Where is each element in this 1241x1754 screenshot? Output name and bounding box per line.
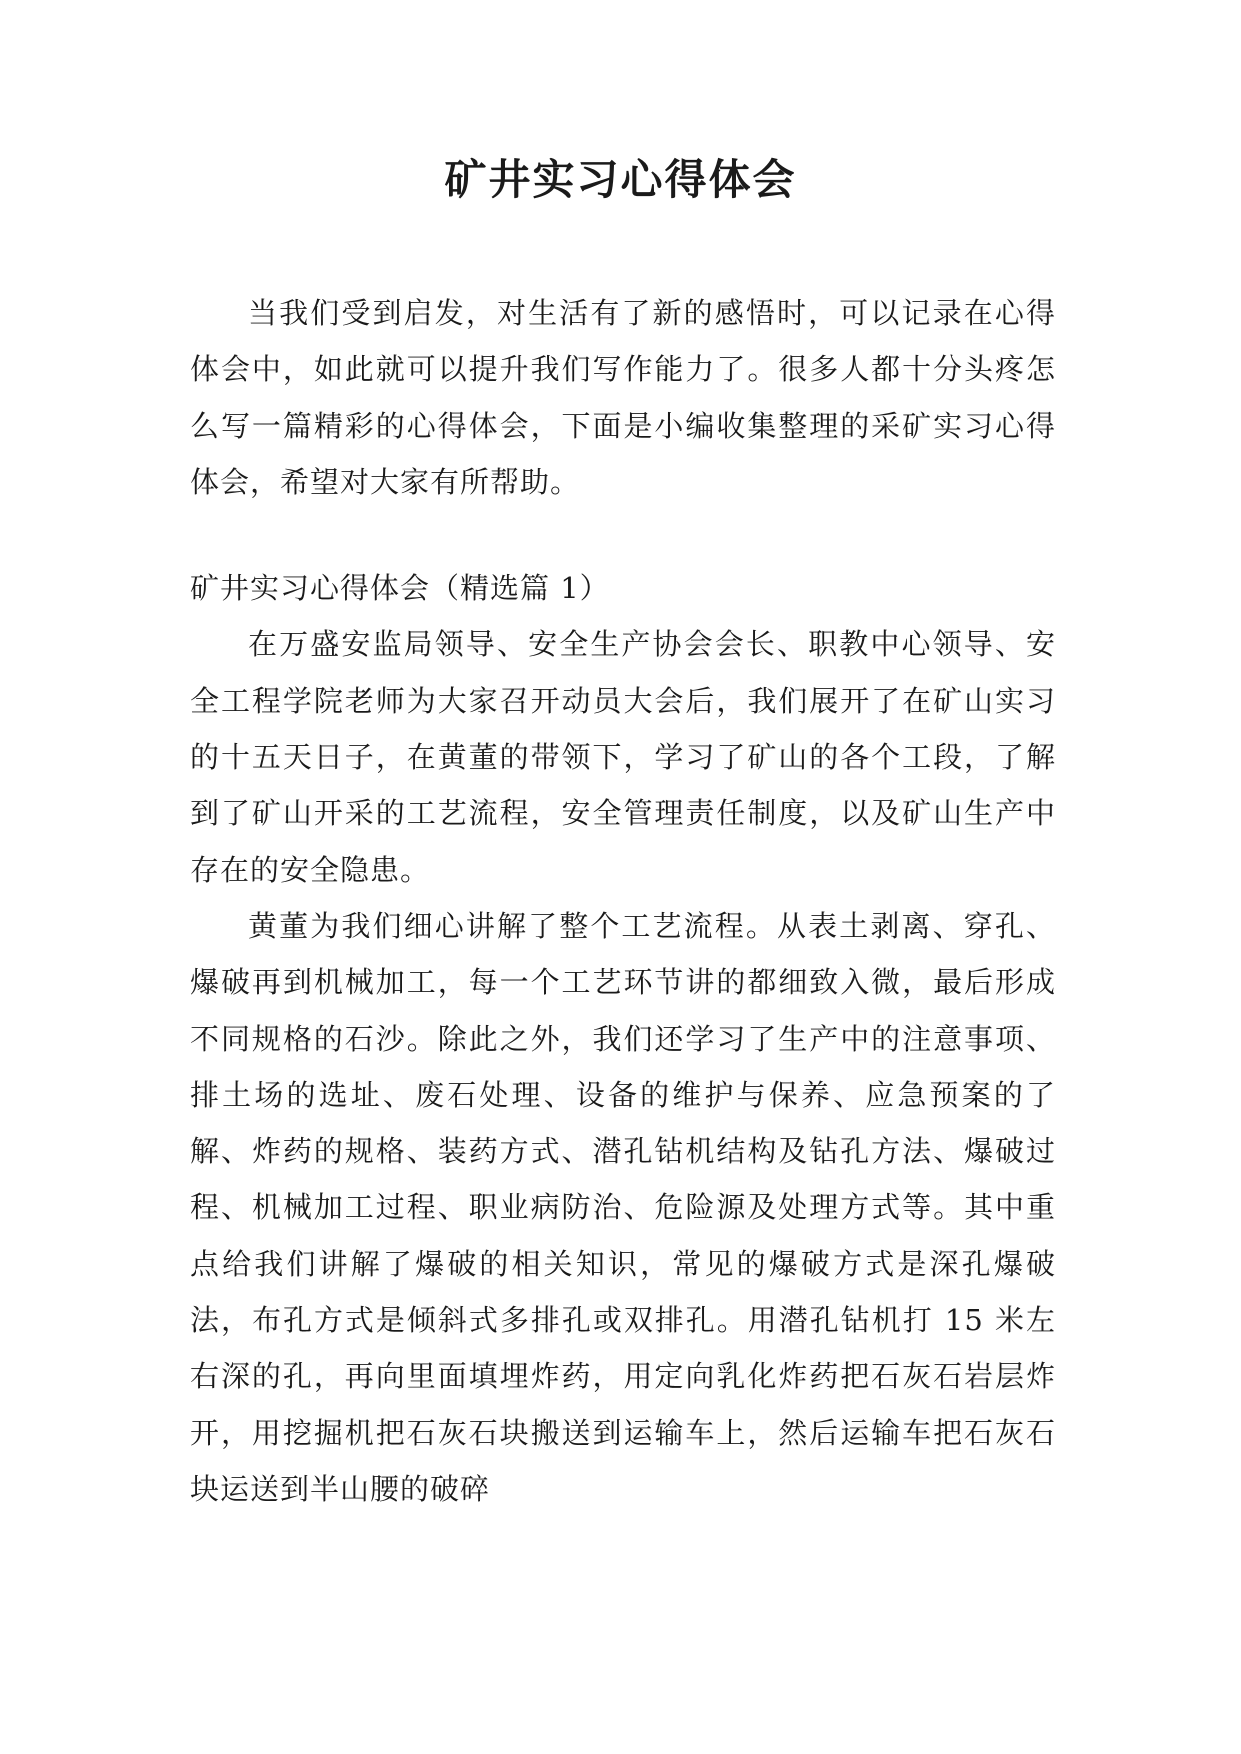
intro-paragraph: 当我们受到启发，对生活有了新的感悟时，可以记录在心得体会中，如此就可以提升我们写作能力了。很多人都十分头疼怎么写一篇精彩的心得体会，下面是小编收集整理的采矿实习心得体会，希望对大家有所帮助。 <box>190 296 1056 499</box>
section-heading: 矿井实习心得体会（精选篇 1） <box>190 571 610 606</box>
body-paragraph-2: 黄董为我们细心讲解了整个工艺流程。从表土剥离、穿孔、爆破再到机械加工，每一个工艺环节讲的都细致入微，最后形成不同规格的石沙。除此之外，我们还学习了生产中的注意事项、排土场的选址、废石处理、设备的维护与保养、应急预案的了解、炸药的规格、装药方式、潜孔钻机结构及钻孔方法、爆破过程、机械加工过程、职业病防治、危险源及处理方式等。其中重点给我们讲解了爆破的相关知识，常见的爆破方式是深孔爆破法，布孔方式是倾斜式多排孔或双排孔。用潜孔钻机打 15 米左右深的孔，再向里面填埋炸药，用定向乳化炸药把石灰石岩层炸开，用挖掘机把石灰石块搬送到运输车上，然后运输车把石灰石块运送到半山腰的破碎 <box>190 908 1056 1506</box>
document-title: 矿井实习心得体会 <box>444 155 797 204</box>
body-paragraph-1: 在万盛安监局领导、安全生产协会会长、职教中心领导、安全工程学院老师为大家召开动员大会后，我们展开了在矿山实习的十五天日子，在黄董的带领下，学习了矿山的各个工段，了解到了矿山开采的工艺流程，安全管理责任制度，以及矿山生产中存在的安全隐患。 <box>190 627 1056 887</box>
document-body <box>190 285 1056 1517</box>
